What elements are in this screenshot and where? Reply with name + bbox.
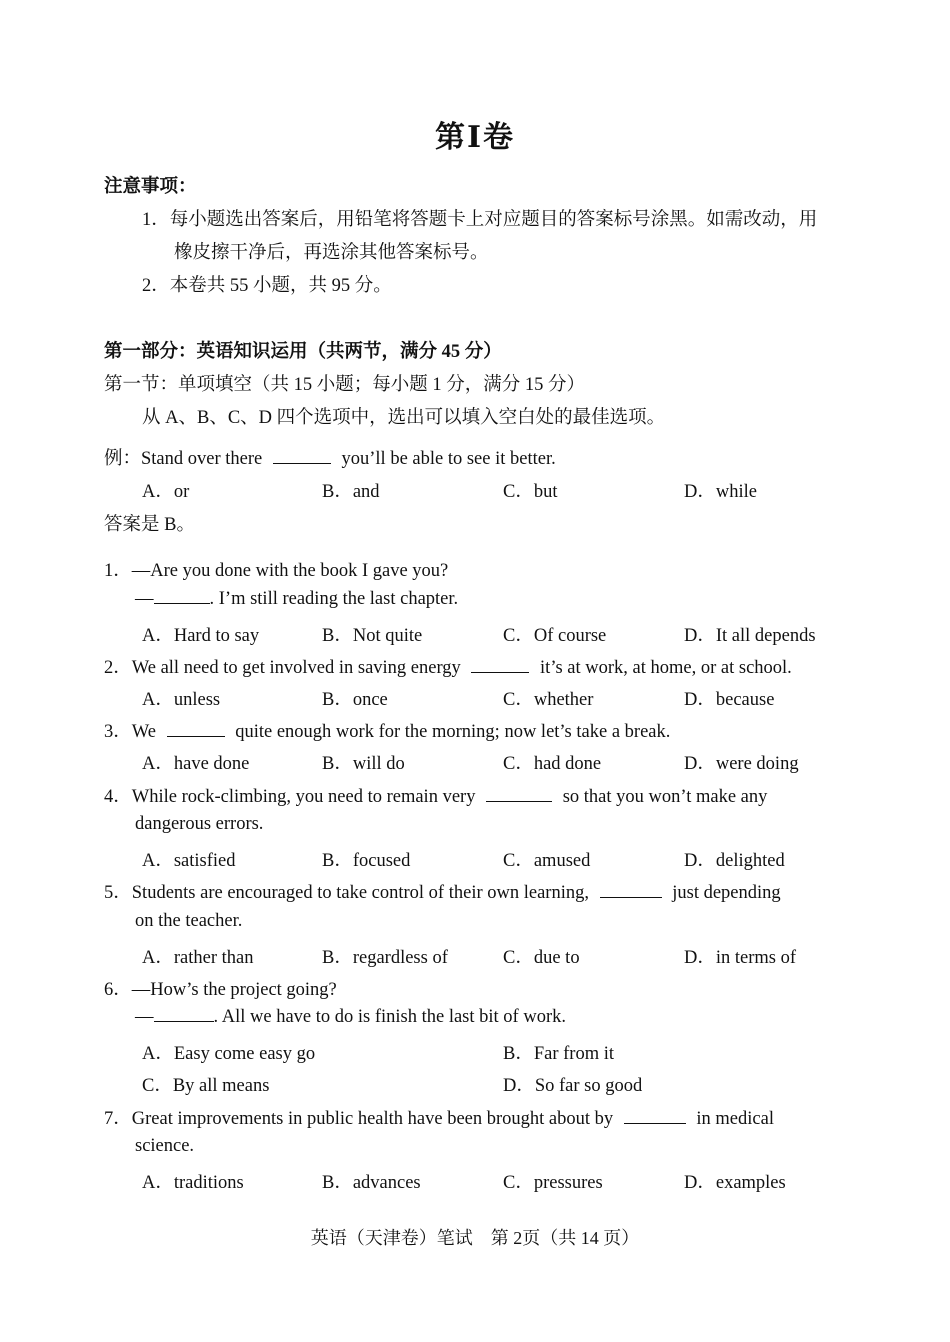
question-7-cont: science.: [135, 1136, 195, 1156]
question-number: 1．: [104, 561, 132, 581]
question-line: —Are you done with the book I gave you?: [131, 561, 449, 581]
option: C．due to: [503, 948, 580, 968]
question-1-reply: [135, 589, 458, 610]
option: B．Far from it: [503, 1044, 614, 1064]
option: C．but: [503, 482, 558, 502]
example-stem: [104, 444, 556, 470]
option: A．traditions: [142, 1173, 244, 1193]
question-number: 6．: [104, 980, 132, 1000]
option: D．examples: [684, 1173, 786, 1193]
option: B．regardless of: [322, 948, 448, 968]
answer-blank: [273, 449, 331, 464]
option: B．will do: [322, 754, 405, 774]
option: A．rather than: [142, 948, 254, 968]
question-line: just depending: [672, 883, 781, 903]
question-line: While rock-climbing, you need to remain very: [131, 787, 476, 807]
question-line: in medical: [696, 1109, 774, 1129]
notice-item-2: 2．本卷共 55 小题，共 95 分。: [142, 276, 392, 296]
option: D．It all depends: [684, 626, 816, 646]
question-6: [104, 975, 337, 1001]
answer-blank: [154, 1007, 214, 1022]
option: D．while: [684, 482, 757, 502]
option: C．amused: [503, 851, 591, 871]
answer-blank: [154, 589, 210, 604]
question-line: . All we have to do is finish the last bit of work.: [213, 1007, 566, 1027]
notice-item-1: 1．每小题选出答案后，用铅笔将答题卡上对应题目的答案标号涂黑。如需改动，用: [142, 210, 818, 230]
option: D．because: [684, 690, 775, 710]
question-number: 5．: [104, 883, 132, 903]
option: B．Not quite: [322, 626, 423, 646]
question-line: quite enough work for the morning; now let’s take a break.: [235, 722, 671, 742]
section1-instruction: 从 A、B、C、D 四个选项中，选出可以填入空白处的最佳选项。: [142, 408, 666, 428]
answer-blank: [486, 787, 552, 802]
question-line: We all need to get involved in saving energy: [131, 658, 461, 678]
option: C．By all means: [142, 1076, 270, 1096]
page-title: 第Ⅰ卷: [434, 121, 516, 154]
question-line: We: [131, 722, 156, 742]
question-line: Students are encouraged to take control of their own learning,: [131, 883, 589, 903]
question-7: [104, 1104, 774, 1130]
dash: —: [135, 589, 154, 609]
answer-blank: [624, 1109, 686, 1124]
question-6-reply: [135, 1007, 566, 1028]
question-number: 7．: [104, 1109, 132, 1129]
option: A．satisfied: [142, 851, 236, 871]
part1-heading: 第一部分：英语知识运用（共两节，满分 45 分）: [104, 342, 502, 362]
option: B．advances: [322, 1173, 421, 1193]
option: A．Easy come easy go: [142, 1044, 316, 1064]
question-5: [104, 878, 781, 904]
question-line: —How’s the project going?: [131, 980, 337, 1000]
notice-item-1-cont: 橡皮擦干净后，再选涂其他答案标号。: [174, 243, 489, 263]
option: B．and: [322, 482, 380, 502]
example-prefix: 例：Stand over there: [104, 449, 263, 469]
question-4: [104, 782, 767, 808]
question-5-cont: on the teacher.: [135, 911, 243, 931]
option: C．whether: [503, 690, 594, 710]
option: A．or: [142, 482, 190, 502]
option: B．once: [322, 690, 388, 710]
option: D．were doing: [684, 754, 799, 774]
answer-blank: [167, 722, 225, 737]
question-number: 2．: [104, 658, 132, 678]
option: C．Of course: [503, 626, 607, 646]
question-4-cont: dangerous errors.: [135, 814, 264, 834]
option: A．Hard to say: [142, 626, 260, 646]
question-3: [104, 717, 670, 743]
section1-heading: 第一节：单项填空（共 15 小题；每小题 1 分，满分 15 分）: [104, 375, 586, 395]
question-line: Great improvements in public health have been brought about by: [131, 1109, 614, 1129]
notice-heading: 注意事项：: [104, 177, 197, 197]
question-line: so that you won’t make any: [562, 787, 768, 807]
option: B．focused: [322, 851, 411, 871]
question-number: 4．: [104, 787, 132, 807]
question-line: . I’m still reading the last chapter.: [209, 589, 459, 609]
option: D．So far so good: [503, 1076, 643, 1096]
question-number: 3．: [104, 722, 132, 742]
option: D．in terms of: [684, 948, 797, 968]
page-footer: 英语（天津卷）笔试 第 2页（共 14 页）: [310, 1228, 640, 1248]
question-2: [104, 653, 792, 679]
option: A．have done: [142, 754, 250, 774]
option: C．pressures: [503, 1173, 603, 1193]
example-suffix: you’ll be able to see it better.: [341, 449, 556, 469]
answer-blank: [471, 658, 529, 673]
question-line: it’s at work, at home, or at school.: [540, 658, 792, 678]
option: C．had done: [503, 754, 602, 774]
example-answer: 答案是 B。: [104, 515, 195, 535]
answer-blank: [600, 883, 662, 898]
question-1: [104, 556, 448, 582]
option: D．delighted: [684, 851, 785, 871]
option: A．unless: [142, 690, 221, 710]
dash: —: [135, 1007, 154, 1027]
